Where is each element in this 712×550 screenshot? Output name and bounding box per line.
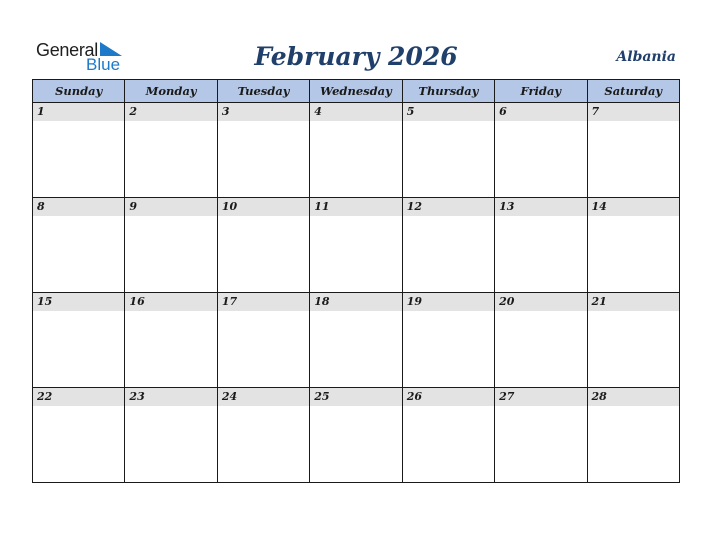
day-cell[interactable] xyxy=(402,103,494,198)
day-cell[interactable] xyxy=(217,103,309,198)
day-number: 7 xyxy=(588,103,679,121)
day-number: 14 xyxy=(588,198,679,216)
day-cell[interactable] xyxy=(587,103,679,198)
country-label: Albania xyxy=(616,49,676,65)
day-number: 23 xyxy=(125,388,216,406)
day-cell[interactable] xyxy=(125,388,217,483)
day-number: 12 xyxy=(403,198,494,216)
day-number: 19 xyxy=(403,293,494,311)
day-number: 10 xyxy=(218,198,309,216)
day-cell[interactable] xyxy=(125,293,217,388)
day-number: 26 xyxy=(403,388,494,406)
day-cell[interactable] xyxy=(402,388,494,483)
weekday-sunday: Sunday xyxy=(33,80,125,103)
day-cell[interactable] xyxy=(217,293,309,388)
day-cell[interactable] xyxy=(495,198,587,293)
day-cell[interactable] xyxy=(402,198,494,293)
day-number: 15 xyxy=(33,293,124,311)
day-number: 8 xyxy=(33,198,124,216)
weekday-monday: Monday xyxy=(125,80,217,103)
day-number: 4 xyxy=(310,103,401,121)
day-cell[interactable] xyxy=(402,293,494,388)
day-cell[interactable] xyxy=(587,388,679,483)
day-number: 18 xyxy=(310,293,401,311)
day-number: 16 xyxy=(125,293,216,311)
week-row xyxy=(33,198,680,293)
day-number: 22 xyxy=(33,388,124,406)
day-number: 5 xyxy=(403,103,494,121)
logo-triangle-icon xyxy=(100,42,122,56)
day-cell[interactable] xyxy=(587,293,679,388)
day-cell[interactable] xyxy=(495,293,587,388)
week-row xyxy=(33,103,680,198)
day-cell[interactable] xyxy=(310,388,402,483)
day-cell[interactable] xyxy=(125,103,217,198)
day-number: 27 xyxy=(495,388,586,406)
day-cell[interactable] xyxy=(217,198,309,293)
logo-text-blue: Blue xyxy=(86,55,121,74)
day-number: 1 xyxy=(33,103,124,121)
day-number: 24 xyxy=(218,388,309,406)
day-number: 20 xyxy=(495,293,586,311)
day-cell[interactable] xyxy=(33,388,125,483)
day-number: 6 xyxy=(495,103,586,121)
day-number: 25 xyxy=(310,388,401,406)
day-cell[interactable] xyxy=(33,198,125,293)
day-number: 2 xyxy=(125,103,216,121)
day-number: 21 xyxy=(588,293,679,311)
weekday-saturday: Saturday xyxy=(587,80,679,103)
day-cell[interactable] xyxy=(310,198,402,293)
month-title: February 2026 xyxy=(254,42,458,71)
day-number: 28 xyxy=(588,388,679,406)
day-cell[interactable] xyxy=(310,293,402,388)
day-number: 13 xyxy=(495,198,586,216)
day-number: 11 xyxy=(310,198,401,216)
day-cell[interactable] xyxy=(33,293,125,388)
brand-logo xyxy=(36,40,132,74)
day-number: 17 xyxy=(218,293,309,311)
weekday-header-row xyxy=(33,80,680,103)
day-cell[interactable] xyxy=(495,103,587,198)
calendar-grid xyxy=(32,79,680,483)
week-row xyxy=(33,388,680,483)
day-cell[interactable] xyxy=(310,103,402,198)
weekday-tuesday: Tuesday xyxy=(217,80,309,103)
week-row xyxy=(33,293,680,388)
day-cell[interactable] xyxy=(587,198,679,293)
day-cell[interactable] xyxy=(33,103,125,198)
day-cell[interactable] xyxy=(495,388,587,483)
weekday-friday: Friday xyxy=(495,80,587,103)
logo-text-general: General xyxy=(36,40,98,60)
weekday-wednesday: Wednesday xyxy=(310,80,402,103)
weekday-thursday: Thursday xyxy=(402,80,494,103)
day-number: 3 xyxy=(218,103,309,121)
day-cell[interactable] xyxy=(217,388,309,483)
day-cell[interactable] xyxy=(125,198,217,293)
day-number: 9 xyxy=(125,198,216,216)
